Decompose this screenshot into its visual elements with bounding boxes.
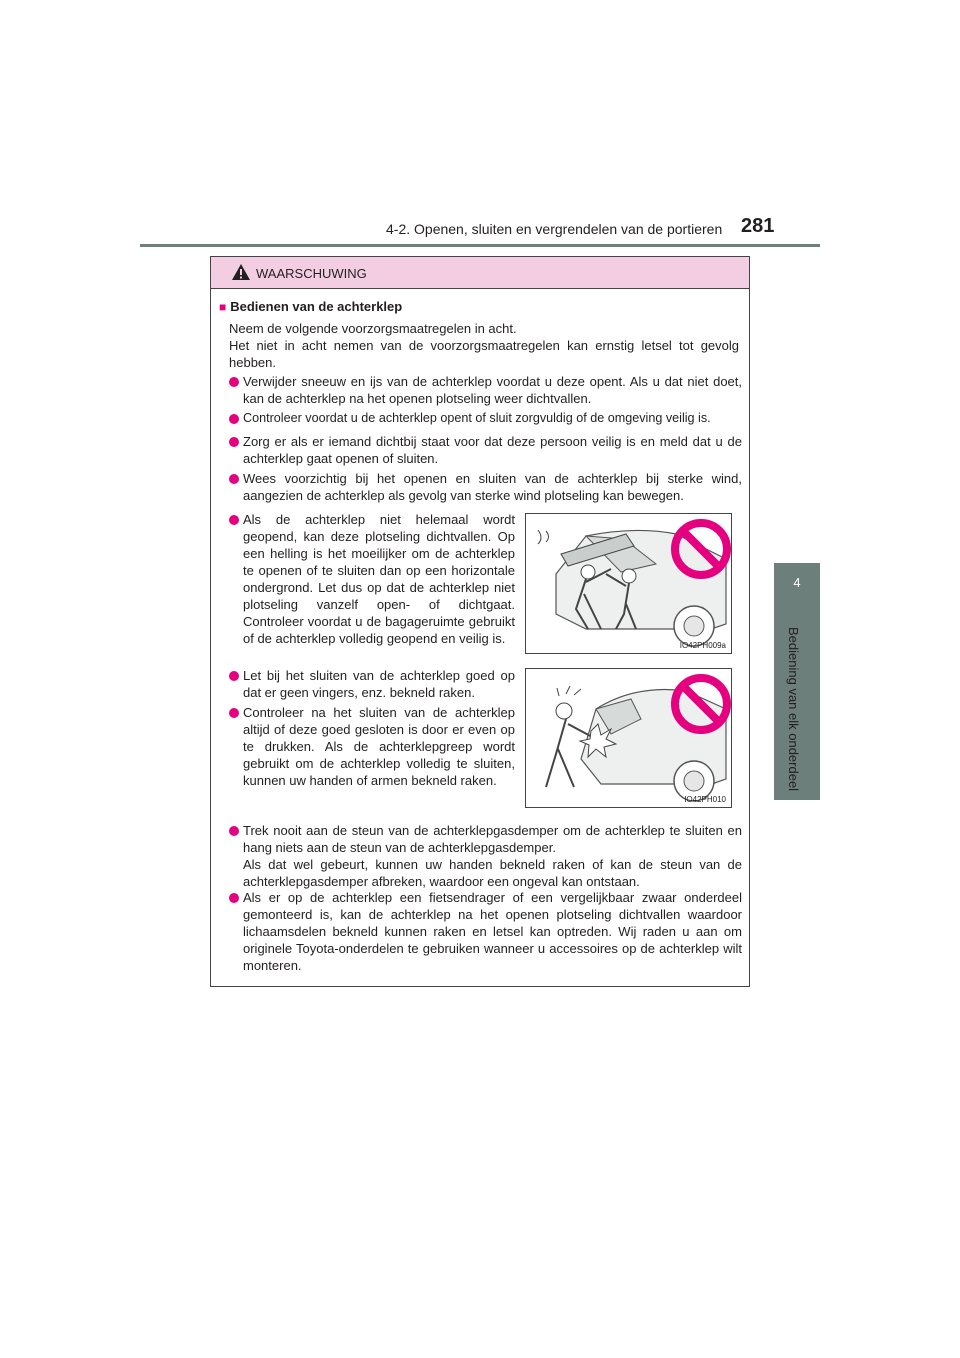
- chapter-label: Bediening van elk onderdeel: [786, 627, 801, 792]
- figure-tailgate-pinch: [525, 668, 732, 808]
- figure-tailgate-falling: [525, 513, 732, 654]
- bullet-dot-icon: [229, 708, 239, 718]
- bullet-dot-icon: [229, 671, 239, 681]
- bullet-dot-icon: [229, 826, 239, 836]
- car-closing-illustration: [526, 669, 731, 807]
- page-number: 281: [741, 215, 775, 237]
- bullet-5: Als de achterklep niet helemaal wordt geopend, kan deze plotseling dichtvallen. Op een helling is het moeilijker om de achterklep te openen of te sluiten dan op een horizontale ondergrond. Let dus op dat de achterklep niet plotseling vanzelf open- of dichtgaat. Controleer voordat u de bagageruimte gebruikt of de achterklep volledig geopend en veilig is.: [243, 512, 515, 646]
- bullet-8: Trek nooit aan de steun van de achterklepgasdemper om de achterklep te sluiten en hang niets aan de steun van de achterklepgasdemper. Als dat wel gebeurt, kunnen uw handen bekneld raken of kan de steun van de achterklepgasdemper afbreken, waardoor een ongeval kan ontstaan.: [243, 823, 742, 889]
- warning-triangle-icon: [231, 263, 251, 281]
- bullet-3: Zorg er als er iemand dichtbij staat voor dat deze persoon veilig is en meld dat u de achterklep gaat openen of sluiten.: [243, 434, 742, 466]
- bullet-dot-icon: [229, 377, 239, 387]
- bullet-9: Als er op de achterklep een fietsendrager of een vergelijkbaar zwaar onderdeel gemonteerd is, kan de achterklep na het openen plotseling dichtvallen waardoor lichaamsdelen bekneld kunnen raken en letsel kan optreden. Wij raden u aan om originele Toyota-onderdelen te gebruiken wanneer u accessoires op de achterklep wilt monteren.: [243, 890, 742, 973]
- bullet-1: Verwijder sneeuw en ijs van de achterklep voordat u deze opent. Als u dat niet doet, kan de achterklep na het openen plotseling weer dichtvallen.: [243, 374, 742, 406]
- bullet-dot-icon: [229, 515, 239, 525]
- warning-heading: ■ Bedienen van de achterklep: [219, 299, 403, 314]
- bullet-4: Wees voorzichtig bij het openen en sluiten van de achterklep bij sterke wind, aangezien de achterklep als gevolg van sterke wind plotseling kan bewegen.: [243, 471, 742, 503]
- intro-text-1: Neem de volgende voorzorgsmaatregelen in acht.: [229, 321, 517, 336]
- figure-label: IO42PH010: [684, 795, 726, 804]
- header-divider: [140, 244, 820, 247]
- bullet-7: Controleer na het sluiten van de achterklep altijd of deze goed gesloten is door er even op te drukken. Als de achterklepgreep wordt gebruikt om de achterklep volledig te sluiten, kunnen uw handen of armen bekneld raken.: [243, 705, 515, 788]
- car-tailgate-illustration: [526, 514, 731, 653]
- chapter-tab: [774, 563, 820, 620]
- warning-title: WAARSCHUWING: [256, 266, 367, 281]
- bullet-dot-icon: [229, 893, 239, 903]
- bullet-dot-icon: [229, 414, 239, 424]
- section-title: 4-2. Openen, sluiten en vergrendelen van de portieren: [386, 221, 723, 237]
- bullet-2: Controleer voordat u de achterklep opent of sluit zorgvuldig of de omgeving veilig is.: [243, 411, 711, 425]
- bullet-dot-icon: [229, 474, 239, 484]
- intro-text-2: Het niet in acht nemen van de voorzorgsmaatregelen kan ernstig letsel tot gevolg hebben.: [229, 338, 739, 370]
- figure-label: IO42PH009a: [679, 641, 726, 650]
- chapter-number: 4: [793, 575, 801, 590]
- warning-header: [211, 257, 749, 289]
- bullet-6: Let bij het sluiten van de achterklep goed op dat er geen vingers, enz. bekneld raken.: [243, 668, 515, 700]
- square-bullet-icon: ■: [219, 300, 227, 314]
- bullet-dot-icon: [229, 437, 239, 447]
- bullet-8-extra: Als dat wel gebeurt, kunnen uw handen bekneld raken of kan de steun van de achterklepgasdemper afbreken, waardoor een ongeval kan ontstaan.: [243, 857, 742, 889]
